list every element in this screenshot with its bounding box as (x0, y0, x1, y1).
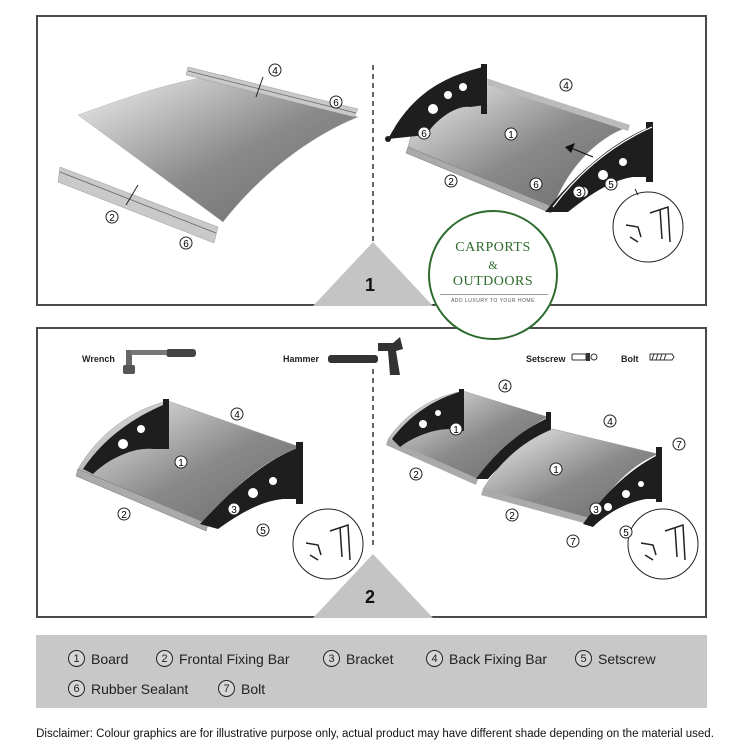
callout-7: 7 (676, 440, 682, 451)
legend-label: Frontal Fixing Bar (179, 650, 290, 667)
legend-label: Board (91, 650, 129, 667)
zoom-detail-2 (293, 509, 363, 579)
callout-6: 6 (333, 98, 339, 109)
wrench-label: Wrench (82, 354, 115, 364)
callout-1d: 1 (553, 465, 559, 476)
callout-1b: 1 (178, 458, 184, 469)
callout-2: 2 (109, 213, 115, 224)
logo-line-3: OUTDOORS (452, 274, 534, 289)
callout-4: 4 (272, 66, 278, 77)
logo-tagline: ADD LUXURY TO YOUR HOME (451, 298, 535, 304)
step-1-triangle (313, 242, 433, 306)
carports-outdoors-logo (428, 210, 558, 340)
callout-1c: 1 (453, 425, 459, 436)
step-1-illustration (38, 17, 709, 308)
exploded-board (58, 67, 358, 243)
callout-4b: 4 (563, 81, 569, 92)
callout-4c: 4 (234, 410, 240, 421)
setscrew-label: Setscrew (526, 354, 566, 364)
legend-label: Setscrew (598, 650, 656, 667)
callout-6d: 6 (533, 180, 539, 191)
disclaimer-text: Disclaimer: Colour graphics are for illustrative purpose only, actual product may have different shade depending on the material used. (36, 728, 714, 740)
legend-num: 1 (68, 650, 85, 667)
canopy-assembly-2 (76, 399, 363, 579)
legend-item-bolt (218, 680, 265, 697)
step-2-panel (36, 327, 707, 618)
hammer-icon (328, 337, 403, 375)
legend-num: 2 (156, 650, 173, 667)
zoom-detail-3 (628, 509, 698, 579)
legend-num: 4 (426, 650, 443, 667)
callout-3: 3 (576, 188, 582, 199)
canopy-assembly-3 (386, 389, 698, 579)
legend-item-rubber-sealant (68, 680, 188, 697)
callout-6c: 6 (421, 129, 427, 140)
callout-5: 5 (608, 180, 614, 191)
logo-ampersand: & (488, 258, 498, 272)
callout-5c: 5 (623, 528, 629, 539)
callout-3c: 3 (593, 505, 599, 516)
hammer-label: Hammer (283, 354, 320, 364)
callout-5b: 5 (260, 526, 266, 537)
callout-1: 1 (508, 130, 514, 141)
setscrew-icon (572, 353, 597, 361)
callout-2c: 2 (121, 510, 127, 521)
zoom-detail-1 (613, 192, 683, 262)
legend-label: Bracket (346, 650, 394, 667)
step-number-1: 1 (365, 275, 376, 295)
callout-7b: 7 (570, 537, 576, 548)
step-1-panel (36, 15, 707, 306)
callout-2b: 2 (448, 177, 454, 188)
legend-num: 5 (575, 650, 592, 667)
wrench-icon (123, 349, 196, 374)
callout-6b: 6 (183, 239, 189, 250)
step-2-illustration (38, 329, 709, 620)
callout-4d: 4 (502, 382, 508, 393)
callout-2e: 2 (509, 511, 515, 522)
step-number-2: 2 (365, 587, 376, 607)
legend-label: Bolt (241, 680, 266, 697)
legend-label: Rubber Sealant (91, 680, 189, 697)
callout-2d: 2 (413, 470, 419, 481)
legend-num: 6 (68, 680, 85, 697)
legend-item-back-fixing-bar (426, 650, 547, 667)
parts-legend (36, 635, 707, 708)
legend-item-frontal-fixing-bar (156, 650, 289, 667)
legend-num: 7 (218, 680, 235, 697)
callout-3b: 3 (231, 505, 237, 516)
legend-item-setscrew (575, 650, 656, 667)
callout-4e: 4 (607, 417, 613, 428)
legend-item-board (68, 650, 128, 667)
legend-num: 3 (323, 650, 340, 667)
bolt-icon (650, 354, 674, 360)
bolt-label: Bolt (621, 354, 639, 364)
logo-line-1: CARPORTS (455, 240, 531, 255)
legend-item-bracket (323, 650, 393, 667)
legend-label: Back Fixing Bar (449, 650, 548, 667)
logo-divider (440, 294, 548, 295)
